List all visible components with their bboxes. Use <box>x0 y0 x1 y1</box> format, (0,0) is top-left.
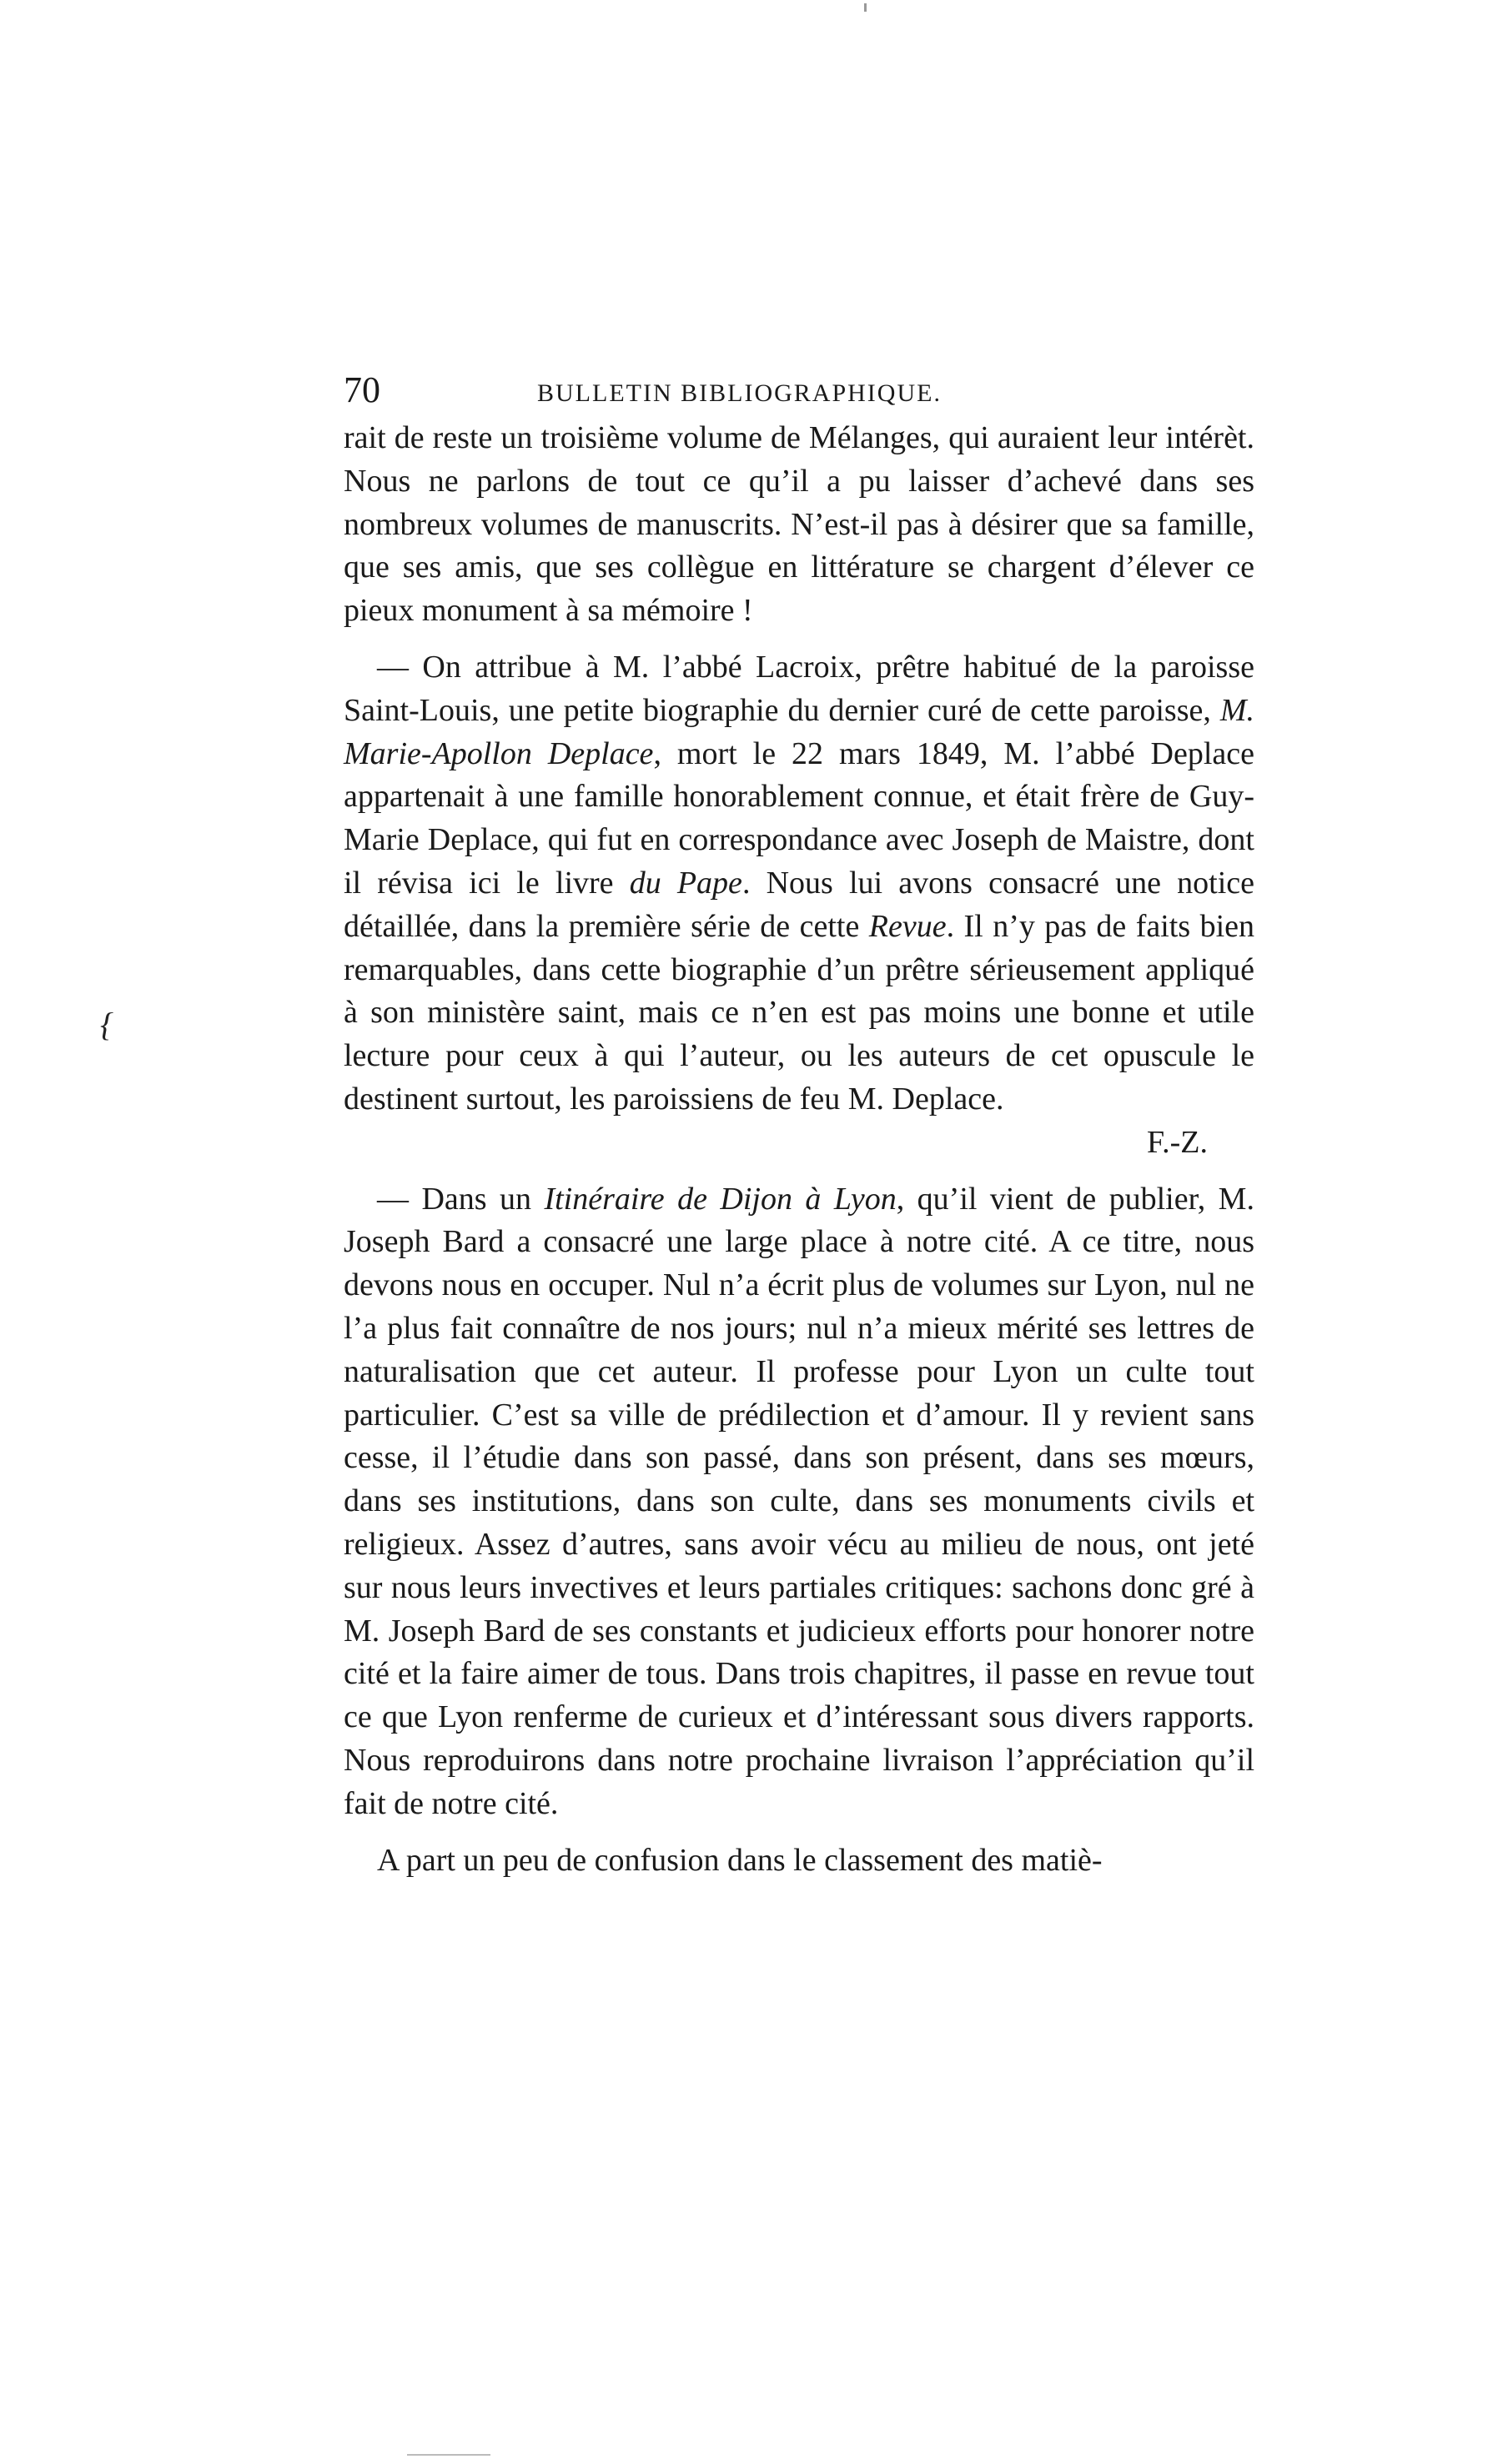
print-speck <box>864 3 867 12</box>
paragraph-3-part-c: , qu’il vient de publier, M. Joseph Bard a consacré une large place à notre cité. A ce titre, nous devons nous en occuper. Nul n’a écrit plus de volumes sur Lyon, nul ne l’a plus fait connaître de nos jours; nul n’a mieux mérité ses lettres de naturalisation que cet auteur. Il professe pour Lyon un culte tout particulier. C’est sa ville de prédilection et d’amour. Il y revient sans cesse, il l’étudie dans son passé, dans son présent, dans ses mœurs, dans ses institutions, dans son culte, dans ses monuments civils et religieux. Assez d’autres, sans avoir vécu au milieu de nous, ont jeté sur nous leurs invectives et leurs partiales critiques: sachons donc gré à M. Joseph Bard de ses constants et judicieux efforts pour honorer notre cité et la faire aimer de tous. Dans trois chapitres, il passe en revue tout ce que Lyon renferme de curieux et d’intéressant sous divers rapports. Nous reproduirons dans notre prochaine livraison l’appréciation qu’il fait de notre cité. <box>344 1181 1254 1821</box>
running-head: BULLETIN BIBLIOGRAPHIQUE. <box>537 379 942 407</box>
paragraph-2-part-a: — On attribue à M. l’abbé Lacroix, prêtre habitué de la paroisse Saint-Louis, une petite biographie du dernier curé de cette paroisse, <box>344 649 1254 728</box>
signature: F.-Z. <box>1147 1124 1208 1160</box>
paragraph-2-part-c: , mort le 22 mars 1849, M. l’abbé Deplace appartenait à une famille honorablement connue, et était frère de Guy-Marie Deplace, qui fut en correspondance avec Joseph de Maistre, dont il révisa ici le livre <box>344 735 1254 901</box>
bottom-rule <box>407 2454 490 2456</box>
paragraph-1: rait de reste un troisième volume de Mélanges, qui auraient leur intérèt. Nous ne parlons de tout ce qu’il a pu laisser d’achevé dans ses nombreux volumes de manuscrits. N’est-il pas à désirer que sa famille, que ses amis, que ses collègue en littérature se chargent d’élever ce pieux monument à sa mémoire ! <box>344 420 1254 629</box>
paragraph-3 <box>344 1178 1254 1826</box>
revue-title: Revue <box>868 908 947 944</box>
deplace-name: M. Marie-Apollon Deplace <box>344 692 1254 771</box>
body-text <box>344 417 1254 1882</box>
margin-mark: { <box>100 1006 113 1043</box>
du-pape-title: du Pape <box>629 865 742 901</box>
paragraph-3-part-a: — Dans un <box>377 1181 545 1217</box>
page-number: 70 <box>344 369 380 410</box>
paragraph-2-part-g: . Il n’y pas de faits bien remarquables, dans cette biographie d’un prêtre sérieusement appliqué à son ministère saint, mais ce n’en est pas moins une bonne et utile lecture pour ceux à qui l’auteur, ou les auteurs de cet opuscule le destinent surtout, les paroissiens de feu M. Deplace. <box>344 908 1255 1117</box>
paragraph-2-part-e: . Nous lui avons consacré une notice détaillée, dans la première série de cette <box>344 865 1255 944</box>
paragraph-2 <box>344 646 1254 1122</box>
paragraph-4: A part un peu de confusion dans le classement des matiè- <box>377 1842 1103 1878</box>
itineraire-title: Itinéraire de Dijon à Lyon <box>544 1181 897 1217</box>
page-header <box>344 365 1254 415</box>
